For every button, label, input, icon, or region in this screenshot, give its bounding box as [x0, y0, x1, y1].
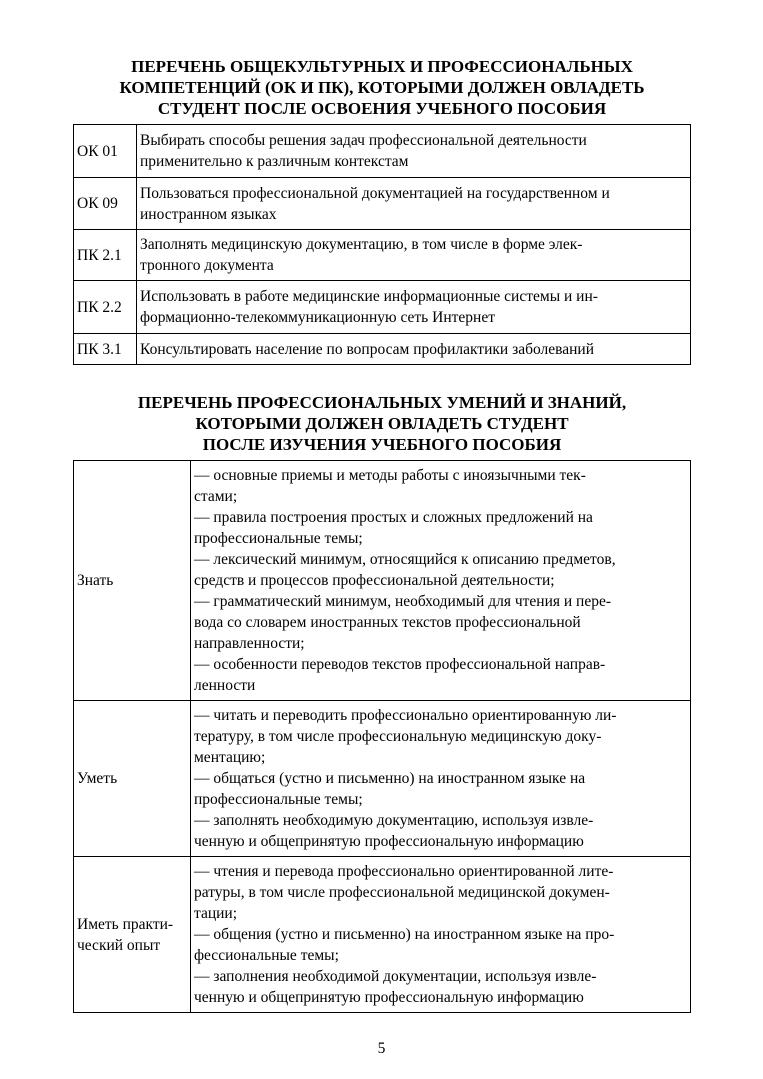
- skills-item-line: — правила построения простых и сложных предложений на: [194, 509, 593, 526]
- skills-item-line: ленности: [194, 677, 256, 694]
- skills-item-line: ментацию;: [194, 749, 266, 766]
- skills-category: [74, 857, 191, 1013]
- skills-items: [191, 461, 691, 701]
- page-number: 5: [377, 1040, 386, 1057]
- competency-description: [137, 281, 691, 334]
- skills-table: [73, 460, 691, 1013]
- skills-item-line: ченную и общепринятую профессиональную информацию: [194, 833, 584, 850]
- skills-heading-line: КОТОРЫМИ ДОЛЖЕН ОВЛАДЕТЬ СТУДЕНТ: [195, 414, 569, 433]
- competencies-heading-line: КОМПЕТЕНЦИЙ (ОК И ПК), КОТОРЫМИ ДОЛЖЕН ОВЛАДЕТЬ: [119, 78, 645, 97]
- competency-description-line: иностранном языках: [140, 205, 277, 223]
- competency-description-line: Использовать в работе медицинские информационные системы и ин-: [140, 288, 598, 305]
- competency-description-line: Консультировать население по вопросам профилактики заболеваний: [140, 340, 594, 358]
- competency-description: [137, 178, 691, 230]
- skills-item-line: ченную и общепринятую профессиональную информацию: [194, 989, 584, 1006]
- skills-item-line: направленности;: [194, 635, 305, 652]
- skills-item-line: вода со словарем иностранных текстов профессиональной: [194, 614, 581, 631]
- competency-code: ОК 01: [74, 125, 137, 178]
- skills-item-line: — общаться (устно и письменно) на иностранном языке на: [194, 770, 586, 787]
- skills-item-line: — особенности переводов текстов профессиональной направ-: [194, 656, 606, 673]
- competency-description-line: Выбирать способы решения задач профессиональной деятельности: [140, 132, 587, 149]
- skills-category: [74, 701, 191, 857]
- competency-description-line: применительно к различным контекстам: [140, 153, 409, 170]
- skills-item-line: профессиональные темы;: [194, 530, 363, 547]
- skills-heading-line: ПЕРЕЧЕНЬ ПРОФЕССИОНАЛЬНЫХ УМЕНИЙ И ЗНАНИЙ,: [137, 393, 627, 412]
- skills-row: [74, 461, 691, 701]
- skills-category-line: ческий опыт: [77, 936, 161, 954]
- competency-row: [74, 334, 691, 365]
- skills-item-line: — заполнения необходимой документации, используя извле-: [194, 968, 597, 985]
- skills-item-line: фессиональные темы;: [194, 947, 339, 964]
- competency-code: ПК 3.1: [74, 334, 137, 365]
- competency-description: [137, 125, 691, 178]
- skills-category-line: Знать: [77, 572, 114, 589]
- competency-row: [74, 125, 691, 178]
- skills-row: [74, 857, 691, 1013]
- competency-row: [74, 178, 691, 230]
- skills-item-line: ратуры, в том числе профессиональной медицинской докумен-: [194, 884, 610, 901]
- competency-row: [74, 230, 691, 281]
- competency-description-line: тронного документа: [140, 257, 274, 274]
- skills-item-line: — грамматический минимум, необходимый для чтения и пере-: [194, 593, 612, 610]
- competency-description-line: Пользоваться профессиональной документацией на государственном и: [140, 184, 610, 202]
- competencies-table: [73, 124, 691, 365]
- skills-item-line: тации;: [194, 905, 238, 922]
- skills-category-line: Уметь: [77, 770, 118, 787]
- skills-items: [191, 857, 691, 1013]
- skills-category-line: Иметь практи-: [77, 915, 174, 933]
- skills-item-line: стами;: [194, 488, 238, 505]
- competency-description: [137, 230, 691, 281]
- competency-code: ПК 2.1: [74, 230, 137, 281]
- competency-code: ОК 09: [74, 178, 137, 230]
- skills-item-line: профессиональные темы;: [194, 791, 363, 808]
- competencies-heading: [73, 56, 691, 119]
- skills-row: [74, 701, 691, 857]
- skills-category: [74, 461, 191, 701]
- competency-code: ПК 2.2: [74, 281, 137, 334]
- competency-description: [137, 334, 691, 365]
- skills-item-line: — чтения и перевода профессионально ориентированной лите-: [194, 863, 614, 880]
- skills-item-line: — общения (устно и письменно) на иностранном языке на про-: [194, 926, 615, 943]
- competencies-heading-line: ПЕРЕЧЕНЬ ОБЩЕКУЛЬТУРНЫХ И ПРОФЕССИОНАЛЬНЫХ: [131, 57, 633, 76]
- skills-item-line: — основные приемы и методы работы с иноязычными тек-: [194, 467, 586, 484]
- competencies-heading-line: СТУДЕНТ ПОСЛЕ ОСВОЕНИЯ УЧЕБНОГО ПОСОБИЯ: [157, 99, 607, 118]
- skills-item-line: средств и процессов профессиональной деятельности;: [194, 572, 555, 589]
- skills-heading-line: ПОСЛЕ ИЗУЧЕНИЯ УЧЕБНОГО ПОСОБИЯ: [202, 435, 562, 454]
- skills-heading: [73, 392, 691, 455]
- skills-items: [191, 701, 691, 857]
- skills-item-line: — читать и переводить профессионально ориентированную ли-: [194, 707, 617, 724]
- skills-item-line: — заполнять необходимую документацию, используя извле-: [194, 812, 594, 829]
- skills-item-line: — лексический минимум, относящийся к описанию предметов,: [194, 551, 616, 568]
- skills-item-line: тературу, в том числе профессиональную медицинскую доку-: [194, 728, 602, 745]
- competency-row: [74, 281, 691, 334]
- competency-description-line: формационно-телекоммуникационную сеть Интернет: [140, 309, 495, 326]
- competency-description-line: Заполнять медицинскую документацию, в том числе в форме элек-: [140, 236, 583, 253]
